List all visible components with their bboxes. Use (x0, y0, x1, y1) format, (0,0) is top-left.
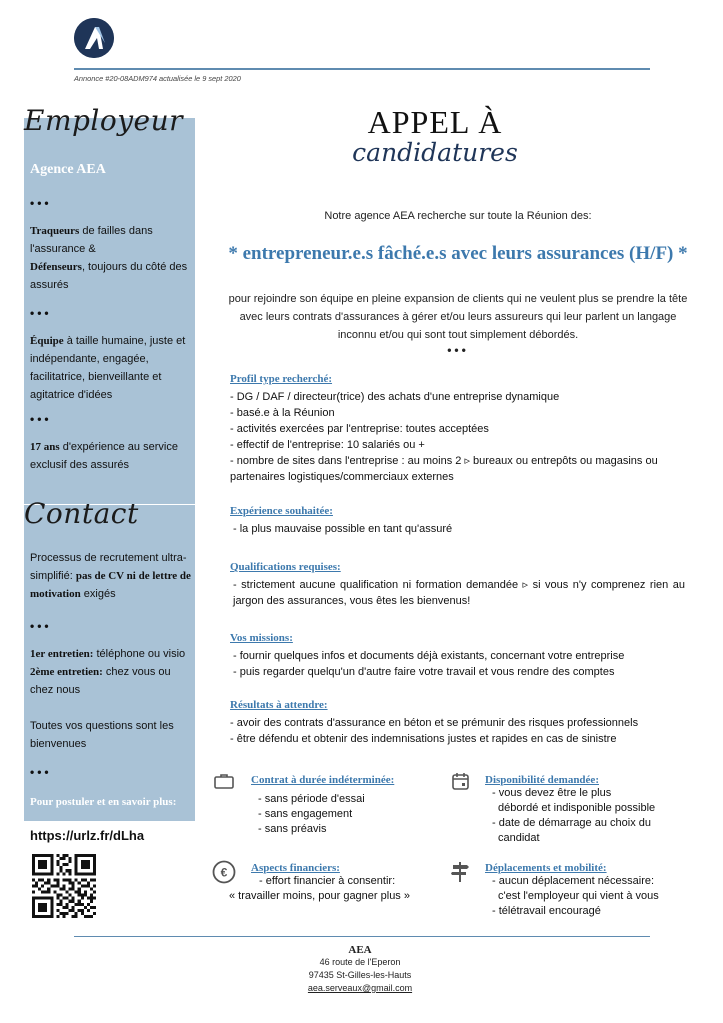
list-item: - être défendu et obtenir des indemnisations justes et rapides en cas de sinistre (230, 733, 617, 745)
appel-title: APPEL À (367, 104, 503, 140)
deplacements-heading: Déplacements et mobilité: (485, 862, 607, 874)
intro-text: Notre agence AEA recherche sur toute la Réunion des: (324, 210, 592, 222)
calendar-icon (452, 772, 469, 795)
qualifications-heading: Qualifications requises: (230, 561, 341, 573)
list-item: - DG / DAF / directeur(trice) des achats d'une entreprise dynamique (230, 391, 560, 403)
dispo-block (485, 774, 685, 846)
aea-logo (74, 18, 114, 58)
list-item: - strictement aucune qualification ni formation demandée ▹ si vous n'y comprenez rien au jargon des assurances, vous êtes les bienvenus! (233, 579, 685, 607)
contact-paragraph-3: Toutes vos questions sont les bienvenues (30, 720, 174, 750)
agency-name: Agence AEA (30, 162, 106, 177)
employer-title: Employeur (24, 104, 184, 137)
sidebar-separator: ••• (30, 306, 52, 320)
profil-section (230, 373, 685, 485)
employer-panel (24, 118, 195, 504)
list-item: « travailler moins, pour gagner plus » (229, 890, 410, 902)
experience-heading: Expérience souhaitée: (230, 505, 333, 517)
contrat-heading: Contrat à durée indéterminée: (251, 774, 395, 786)
section-separator: ••• (447, 343, 469, 357)
employer-paragraph-3 (30, 438, 191, 474)
financier-block (229, 862, 429, 904)
experience-years-text: d'expérience au service exclusif des assurés (30, 441, 178, 471)
purpose-text: pour rejoindre son équipe en pleine expansion de clients qui ne veulent plus se prendre la tête avec leurs contrats d'assurances à gérer et/ou leurs assureurs qui leur parlent un langage inconnu et/ou qui sont tout simplement débordés. (228, 293, 688, 341)
deplacements-block (485, 862, 685, 919)
apply-link[interactable]: https://urlz.fr/dLha (30, 828, 145, 843)
bottom-divider (74, 936, 650, 937)
traqueurs-label: Traqueurs (30, 225, 80, 237)
footer-address-1: 46 route de l'Eperon (319, 957, 401, 967)
list-item: - sans préavis (258, 823, 327, 835)
financier-heading: Aspects financiers: (251, 862, 340, 874)
list-item: - nombre de sites dans l'entreprise : au moins 2 ▹ bureaux ou entrepôts ou magasins ou partenaires logistiques/commerciaux externes (230, 455, 658, 483)
contact-title: Contact (24, 497, 139, 530)
dispo-heading: Disponibilité demandée: (485, 774, 599, 786)
annonce-reference: Annonce #20-08ADM974 actualisée le 9 sept 2020 (74, 74, 241, 83)
list-item: - sans période d'essai (258, 793, 365, 805)
defenseurs-label: Défenseurs (30, 261, 82, 273)
briefcase-icon (214, 773, 234, 794)
postuler-label: Pour postuler et en savoir plus: (30, 796, 177, 808)
footer-address-2: 97435 St-Gilles-les-Hauts (308, 970, 412, 980)
list-item: débordé et indisponible possible (498, 802, 656, 814)
list-item: - puis regarder quelqu'un d'autre faire votre travail et vous rendre des comptes (233, 666, 615, 678)
defenseurs-text: , toujours du côté des assurés (30, 261, 188, 291)
second-interview-text: chez vous ou chez nous (30, 666, 171, 696)
resultats-section (230, 699, 685, 747)
svg-text:€: € (220, 865, 228, 880)
footer-email-link[interactable]: aea.serveaux@gmail.com (307, 983, 413, 993)
experience-years-label: 17 ans (30, 441, 60, 453)
list-item: - la plus mauvaise possible en tant qu'assuré (233, 523, 453, 535)
first-interview-label: 1er entretien: (30, 648, 94, 660)
list-item: - aucun déplacement nécessaire: (492, 875, 655, 887)
list-item: - sans engagement (258, 808, 353, 820)
contact-panel (24, 505, 195, 821)
sidebar-separator: ••• (30, 619, 52, 633)
process-text: Processus de recrutement ultra-simplifié: (30, 552, 187, 582)
traqueurs-text: de failles dans l'assurance & (30, 225, 153, 255)
equipe-label: Équipe (30, 335, 64, 347)
equipe-text: à taille humaine, juste et indépendante, engagée, facilitatrice, bienveillante et agitatrice d'idées (30, 335, 186, 401)
contact-paragraph-1 (30, 549, 191, 603)
contact-paragraph-2 (30, 645, 191, 699)
list-item: c'est l'employeur qui vient à vous (498, 890, 659, 902)
missions-section (230, 632, 685, 680)
list-item: - date de démarrage au choix du (492, 817, 651, 829)
list-item: candidat (498, 832, 540, 844)
top-divider (74, 68, 650, 70)
list-item: - télétravail encouragé (492, 905, 601, 917)
list-item: - fournir quelques infos et documents déjà existants, concernant votre entreprise (233, 650, 625, 662)
candidatures-title: candidatures (352, 138, 518, 167)
sidebar-separator: ••• (30, 412, 52, 426)
resultats-heading: Résultats à attendre: (230, 699, 328, 711)
footer (250, 944, 470, 995)
experience-section (230, 505, 685, 537)
first-interview-text: téléphone ou visio (93, 648, 186, 660)
employer-paragraph-2 (30, 332, 191, 404)
employer-paragraph-1 (30, 222, 191, 294)
list-item: - avoir des contrats d'assurance en béton et se prémunir des risques professionnels (230, 717, 639, 729)
no-cv-label: pas de CV ni de lettre de motivation (30, 570, 191, 600)
list-item: - effort financier à consentir: (259, 875, 396, 887)
list-item: - vous devez être le plus (492, 787, 612, 799)
qr-code[interactable] (32, 854, 96, 918)
sidebar-separator: ••• (30, 765, 52, 779)
second-interview-label: 2ème entretien: (30, 666, 103, 678)
process-text-end: exigés (80, 588, 116, 600)
profil-heading: Profil type recherché: (230, 373, 333, 385)
list-item: - basé.e à la Réunion (230, 407, 335, 419)
signpost-icon (451, 861, 469, 888)
list-item: - effectif de l'entreprise: 10 salariés ou + (230, 439, 425, 451)
qualifications-section (230, 561, 685, 609)
headline: * entrepreneur.e.s fâché.e.s avec leurs assurances (H/F) * (228, 243, 688, 264)
footer-company: AEA (348, 944, 372, 956)
list-item: - activités exercées par l'entreprise: toutes acceptées (230, 423, 489, 435)
contrat-block (251, 774, 431, 837)
sidebar-separator: ••• (30, 196, 52, 210)
missions-heading: Vos missions: (230, 632, 293, 644)
